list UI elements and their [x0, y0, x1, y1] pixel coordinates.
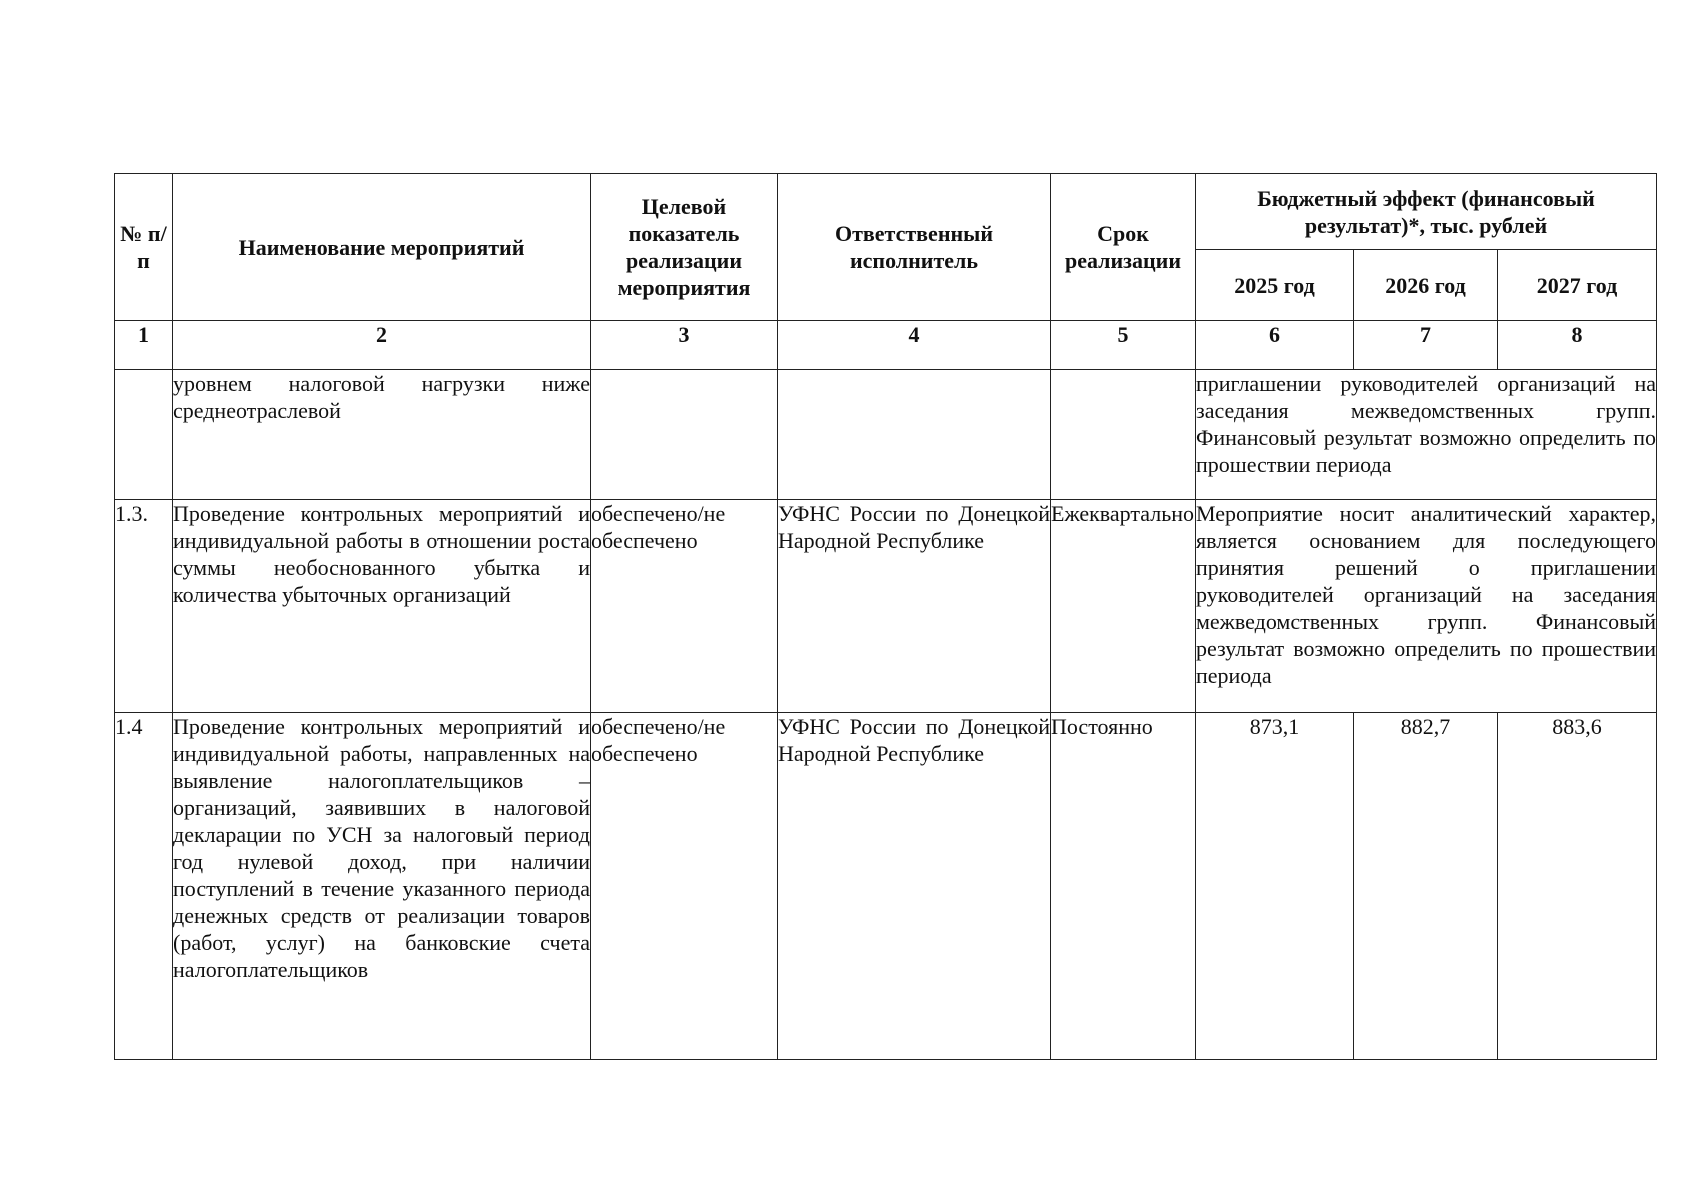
column-number: 5: [1051, 321, 1196, 370]
header-year-2026: 2026 год: [1354, 250, 1498, 321]
table-row: [115, 713, 1657, 1060]
header-year-2025: 2025 год: [1196, 250, 1354, 321]
row-effect: приглашении руководителей организаций на заседания межведомственных групп. Финансовый результат возможно определить по прошествии периода: [1196, 370, 1657, 500]
row-num: [115, 370, 173, 500]
column-number: 3: [591, 321, 778, 370]
column-number: 7: [1354, 321, 1498, 370]
row-value-2025: 873,1: [1196, 713, 1354, 1060]
column-number: 8: [1498, 321, 1657, 370]
row-target: обеспечено/не обеспечено: [591, 713, 778, 1060]
row-term: Постоянно: [1051, 713, 1196, 1060]
row-executor: УФНС России по Донецкой Народной Республике: [778, 713, 1051, 1060]
header-name: Наименование мероприятий: [173, 174, 591, 321]
row-executor: УФНС России по Донецкой Народной Республике: [778, 500, 1051, 713]
row-executor: [778, 370, 1051, 500]
row-name: уровнем налоговой нагрузки ниже среднеотраслевой: [173, 370, 591, 500]
row-effect: Мероприятие носит аналитический характер, является основанием для последующего принятия решений о приглашении руководителей организаций на заседания межведомственных групп. Финансовый результат возможно определить по прошествии периода: [1196, 500, 1657, 713]
column-number: 6: [1196, 321, 1354, 370]
row-target: [591, 370, 778, 500]
row-name: Проведение контрольных мероприятий и индивидуальной работы, направленных на выявление налогоплательщиков – организаций, заявивших в налоговой декларации по УСН за налоговый период год нулевой доход, при наличии поступлений в течение указанного периода денежных средств от реализации товаров (работ, услуг) на банковские счета налогоплательщиков: [173, 713, 591, 1060]
row-term: [1051, 370, 1196, 500]
column-number: 4: [778, 321, 1051, 370]
row-value-2027: 883,6: [1498, 713, 1657, 1060]
header-term: Срок реализации: [1051, 174, 1196, 321]
table-row: [115, 500, 1657, 713]
header-budget: Бюджетный эффект (финансовый результат)*, тыс. рублей: [1196, 174, 1657, 250]
table-row: [115, 370, 1657, 500]
column-number-row: [115, 321, 1657, 370]
row-term: Ежеквартально: [1051, 500, 1196, 713]
row-num: 1.4: [115, 713, 173, 1060]
header-target: Целевой показатель реализации мероприятия: [591, 174, 778, 321]
measures-table: [114, 173, 1657, 1060]
column-number: 1: [115, 321, 173, 370]
header-year-2027: 2027 год: [1498, 250, 1657, 321]
column-number: 2: [173, 321, 591, 370]
header-executor: Ответственный исполнитель: [778, 174, 1051, 321]
row-name: Проведение контрольных мероприятий и индивидуальной работы в отношении роста суммы необоснованного убытка и количества убыточных организаций: [173, 500, 591, 713]
header-num: № п/п: [115, 174, 173, 321]
row-target: обеспечено/не обеспечено: [591, 500, 778, 713]
row-value-2026: 882,7: [1354, 713, 1498, 1060]
row-num: 1.3.: [115, 500, 173, 713]
